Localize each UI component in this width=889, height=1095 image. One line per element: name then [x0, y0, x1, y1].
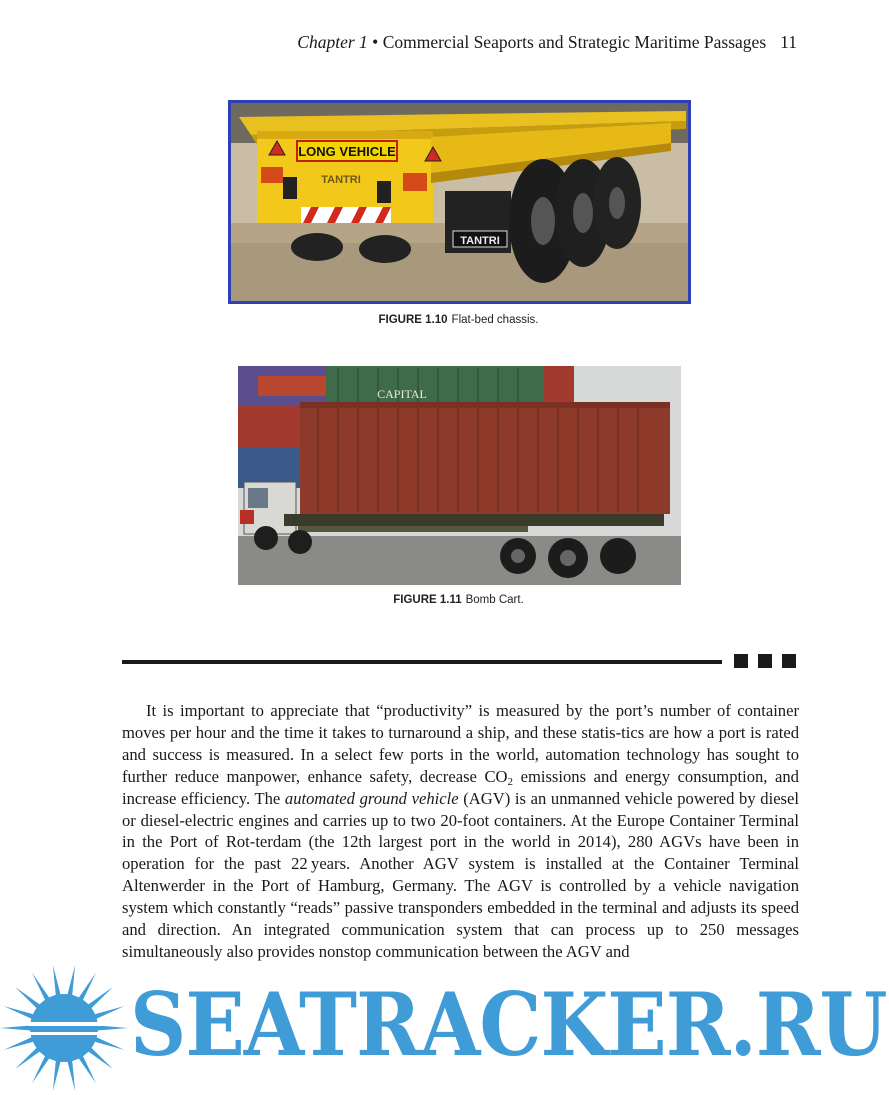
header-separator: •	[367, 32, 383, 52]
chassis-brand-text: TANTRI	[321, 174, 361, 186]
figure-bomb-cart-image	[238, 366, 681, 585]
figure-label: FIGURE 1.11	[393, 594, 462, 606]
divider-square	[758, 654, 772, 668]
chapter-label: Chapter 1	[297, 32, 368, 52]
figure-flatbed-chassis-image	[228, 100, 691, 304]
sun-ray	[0, 1025, 34, 1030]
figure-label: FIGURE 1.10	[378, 314, 448, 326]
flatbed-chassis-illustration	[231, 103, 688, 301]
sun-ray	[67, 965, 76, 999]
figure-caption-1-11	[14, 594, 889, 606]
divider-square	[734, 654, 748, 668]
bomb-cart-illustration	[238, 366, 681, 585]
watermark-text: SEATRACKER.RU	[130, 974, 887, 1077]
figure-caption-text: Flat-bed chassis.	[451, 314, 539, 326]
mudflap-plate-text: TANTRI	[460, 235, 500, 247]
sun-ray	[94, 1025, 128, 1030]
body-text-part-2: emissions and energy consumption, and increase efficiency. The	[122, 766, 799, 808]
divider-square	[782, 654, 796, 668]
sun-ray	[67, 1057, 76, 1091]
body-text-part-3: (AGV) is an unmanned vehicle powered by diesel or diesel-electric engines and carries up to two 20-foot containers. At the Europe Container Terminal in the Port of Rot-terdam (the 12th largest port in the world in 2014), 280 AGVs have been in operation for the past 22 years. Another AGV system is installed at the Container Terminal Altenwerder in the Port of Hamburg, Germany. The AGV is controlled by a vehicle navigation system which constantly “reads” passive transponders embedded in the terminal and adjusts its speed and direction. An integrated communication system that can process up to 250 messages simultaneously also provides nonstop communication between the AGV and	[122, 788, 799, 961]
section-divider	[122, 660, 722, 664]
figure-caption-text: Bomb Cart.	[465, 594, 524, 606]
page-number: 11	[780, 32, 797, 52]
body-text-part-1: It is important to appreciate that “productivity” is measured by the port’s number of container moves per hour and the time it takes to turnaround a ship, and these statis-tics are how a port is rated and success is measured. In a select few ports in the world, automation technology has sought to further reduce manpower, enhance safety, decrease CO	[122, 701, 799, 786]
chapter-title: Commercial Seaports and Strategic Maritime Passages	[382, 32, 767, 52]
agv-term: automated ground vehicle	[284, 788, 459, 808]
sign-text: LONG VEHICLE	[298, 144, 396, 159]
sun-ray	[53, 1057, 62, 1091]
sun-ray	[53, 965, 62, 999]
sun-logo-icon	[0, 962, 132, 1095]
body-paragraph	[122, 700, 799, 963]
co2-subscript: 2	[507, 775, 514, 788]
container-text: CAPITAL	[377, 387, 427, 401]
figure-caption-1-10	[14, 314, 889, 326]
running-header	[297, 32, 797, 53]
